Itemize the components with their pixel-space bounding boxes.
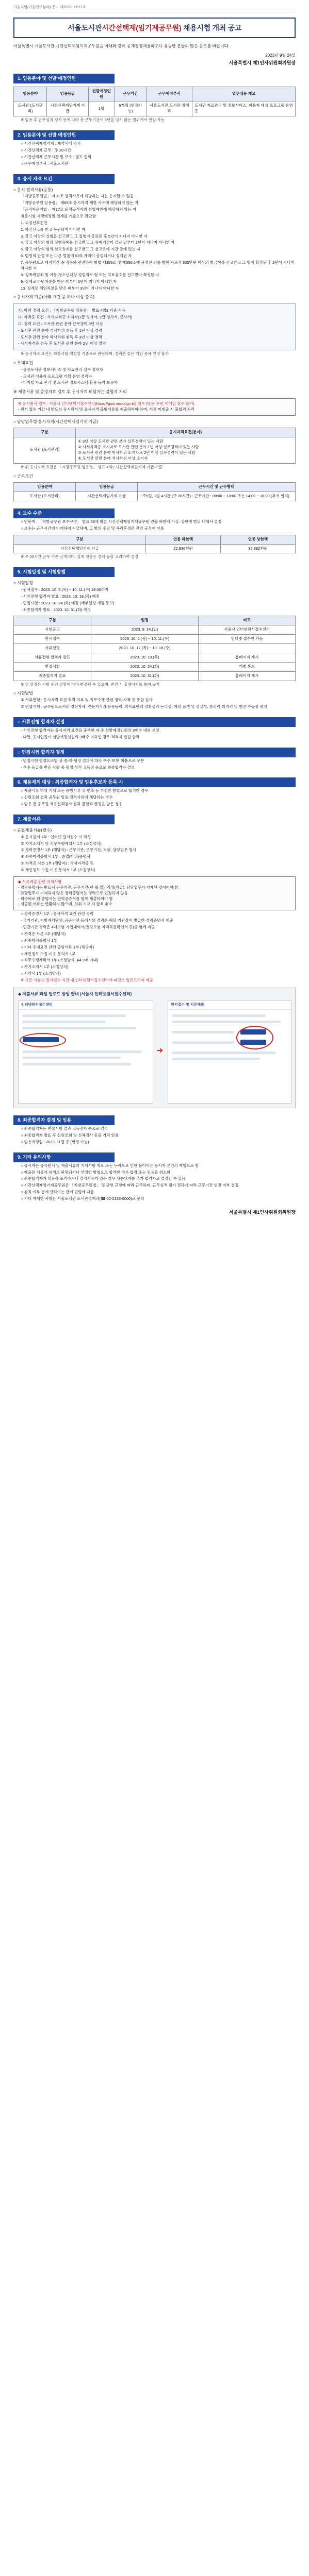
list-item: - 면접시험 평정요소별 상·중·하 평정 결과에 따라 우수·보통·미흡으로 구분 [21,758,144,763]
col-header: 구분 [14,428,76,437]
section-4-title: 4. 보수 수준 [13,509,115,518]
list-item: ② 자기소개서 및 직무수행계획서 1부 (소정양식) [21,841,102,846]
list-item: ○ 제출된 서류가 허위로 판명되거나 부정한 방법으로 합격한 경우 합격 또는 임용을 취소함 [21,1170,171,1175]
table-cell: 2023. 10. 12.(목) ~ 10. 18.(수) [91,644,199,653]
section-1-note: ※ 임용 후 근무실적 평가 등에 따라 총 근무기간이 5년을 넘지 않는 범위에서 연장 가능 [21,117,165,123]
notice-org: 서울특별시 제1인사위원회위원장 [229,60,296,65]
list-item: 나. 자격증 요건 : 사서자격증 소지자(1급 정사서, 2급 정사서, 준사서) [18,314,133,319]
col-header: 임용등급 [76,483,138,492]
notice-date: 2023년 9월 24일 [265,53,296,58]
table-cell [199,644,296,653]
list-item: 「지방공무원 임용령」 제65조 응시자격 제한 사유에 해당하지 않는 자 [21,200,139,206]
list-item: ○ 시간선택제 근무시간 및 보수 : 별도 협의 [21,154,92,159]
table-cell: 도서관 (도서관리) [14,437,76,464]
list-item: ○ 제출서류 허위 기재 또는 증빙서류 위·변조 등 부정한 방법으로 합격한 경우 [21,788,149,793]
table-cell: 인터넷 접수만 가능 [199,635,296,644]
col-header: 업무내용 개요 [192,87,296,101]
list-item: ○ 자기소개서 1부 (소정양식) [21,964,69,970]
list-item: ⑤ 자격증 사본 1부 (해당자) : 사서자격증 등 [21,861,94,866]
placeholder-line [23,1014,126,1017]
list-item: 9. 징계로 파면처분을 받은 때부터 5년이 지나지 아니한 자 [21,279,117,284]
section-6-title: 6. 채용제외 대상 : 최종합격자 및 임용후보자 등록 시 [13,777,296,787]
list-item: ○ 시간선택제임기제공무원은 「지방공무원법」 및 관련 규정에 따라 근무하며, 근무실적 평가 결과에 따라 근무기간 연장 여부 결정 [21,1183,239,1188]
notice-title [13,18,296,38]
table-cell: 서울도서관 도서관 정책과 [147,101,192,116]
list-item: ○ 응시자는 응시원서 및 제출서류의 기재사항 착오 또는 누락으로 인한 불이익은 응시자 본인의 책임으로 함 [21,1163,199,1168]
box-line: ※ 응시원서 접수 : 서울시 인터넷원서접수센터(https://gosi.seoul.go.kr) 접수 (방문·우편·이메일 접수 불가) [18,401,194,406]
list-item: 3. 금고 이상의 실형을 선고받고 그 집행이 종료된 후 5년이 지나지 아니한 자 [21,233,148,239]
list-item: ① 응시원서 1부 : 인터넷 원서접수 시 작성 [21,834,91,839]
placeholder-line [172,1021,281,1023]
col-header: 근무예정부서 [147,87,192,101]
document-screening-title: ○ 서류전형 합격자 결정 [13,717,296,727]
guide-pane-portal [18,1001,153,1104]
table-cell: - 주5일, 1일 4시간 (주 20시간) - 근무시간 : 09:00 ~ 13:00 또는 14:00 ~ 18:00 (부서 협의) [138,492,296,501]
list-item: ① 서류전형 : 응시자격 요건 적격 여부 및 직무수행 관련 경력·자격 등 종합 심사 [21,698,153,703]
subsection-heading: ○ 담당업무별 응시자격(시간선택제임기제 가급) [13,419,98,424]
list-item: ⑥ 개인정보 수집·이용 동의서 1부 (소정양식) [21,868,95,873]
qualification-box [13,303,296,350]
subsection-heading: ○ 시험방법 [13,691,33,696]
list-item: ○ 기타 자세한 사항은 서울도서관 도서관정책과(☎ 02-2133-0000)로 문의 [21,1196,144,1201]
subsection-heading: ※ 제출서류 및 증빙자료 검토 후 응시자격 미달자는 불합격 처리 [13,389,127,395]
box-line: - 원서 접수 기간 내 반드시 응시원서 및 응시자격 증빙서류를 제출하여야 하며, 서류 미제출 시 불합격 처리 [18,406,195,412]
highlight-circle [236,1026,273,1049]
list-item: - 도서관 관련 분야 석사학위 취득 후 1년 이상 경력 [18,328,103,333]
qualification-table-note: ※ 위 응시자격 요건은 「지방공무원 임용령」 별표 4의2 시간선택제임기제 가급 기준 [21,464,163,469]
col-header: 비고 [199,616,296,625]
list-item: ○ 시간선택제 근무 : 주 20시간 [21,148,71,153]
list-item: 1. 피성년후견인 [21,220,47,225]
list-item: ○ 서약서 1부 (소정양식) [21,971,61,976]
table-cell: 면접시험 [14,662,91,671]
list-item: ① 3년 이상 도서관 관련 분야 실무경력이 있는 사람 [78,439,164,444]
table-cell: 서류전형 [14,644,91,653]
list-item: ④ 최종학력증명서 1부 : 졸업(학위)증명서 [21,854,90,859]
col-header: 일정 [91,616,199,625]
list-item: ○ 경력증명서 1부 : 응시자격 요건 관련 경력 [21,911,94,917]
table-row [14,653,296,662]
upload-guide-title: ◆ 제출서류 파일 업로드 방법 안내 (서울시 인터넷원서접수센터) [18,991,132,996]
col-header: 연봉 상한액 [221,535,296,544]
intro-text: 서울특별시 서울도서관 시간선택제임기제공무원을 아래와 같이 공개경쟁채용하오니 유능한 분들의 많은 응모를 바랍니다. [13,44,230,49]
list-item: ○ 임용 전 공무원 채용신체검사 결과 불합격 판정을 받은 경우 [21,802,123,807]
qualification-table [13,428,296,463]
schedule-note: ※ 위 일정은 시험 운영 상황에 따라 변경될 수 있으며, 변경 시 홈페이지를 통해 공지 [21,682,160,687]
placeholder-line [23,1027,136,1029]
col-header: 구분 [14,616,91,625]
list-item: ④ 도서관 관련 분야 석사학위 이상 소지자 [78,455,148,461]
list-item: - 최종합격자 발표 : 2023. 10. 31.(화) 예정 [21,607,91,612]
notice-box [13,398,296,416]
section-3-title: 3. 응시 자격 요건 [13,174,115,184]
list-item: - 우수 등급을 받은 사람 중 평정 성적 고득점 순으로 최종합격자 결정 [21,765,135,770]
guide-pane-title: 원서접수 및 서류제출 [168,1001,291,1010]
subsection-heading: ○ 우대요건 [13,361,33,366]
placeholder-line [23,1063,131,1065]
upload-guide-image [13,988,296,1108]
list-item: 다. 경력 요건 : 도서관 관련 분야 근무경력 3년 이상 [18,321,103,326]
table-cell: 2023. 10. 24.(화) [91,662,199,671]
subsection-heading: ○ 근무조건 [13,473,33,479]
table-cell: 도서관 (도서관리) [14,492,76,501]
list-item: - 서류전형 합격자 발표 : 2023. 10. 19.(목) 예정 [21,594,100,599]
col-header: 구분 [14,535,146,544]
salary-table [13,535,296,554]
list-item: ○ 직무수행계획서 1부 (소정양식, A4 2매 이내) [21,958,99,963]
col-header: 선발예정인원 [88,87,115,101]
table-cell: 6개월 (연장가능) [115,101,147,116]
title-highlight: 시간선택제(임기제공무원) [102,24,182,32]
list-item: 가. 학력·경력 요건 : 「지방공무원 임용령」 별표 4의2 기준 적용 [18,308,126,313]
placeholder-line [23,1057,121,1059]
subsection-heading: ○ 시험일정 [13,581,33,586]
table-cell: 최종합격자 발표 [14,671,91,681]
table-cell: 시간선택제임기제 가급 [14,544,146,553]
list-item: - 도서관 이용자 프로그램 기획·운영 경력자 [21,374,92,379]
list-item: 「지방공무원법」 제31조 결격사유에 해당하는 자는 응시할 수 없음 [21,194,134,199]
placeholder-line [172,1031,234,1033]
table-cell: 도서관 (도서관리) [14,101,47,116]
list-item: - 민간기관 경력은 4대보험 가입내역서(건강보험 자격득실확인서 등)를 함께 제출 [21,925,155,930]
subsection-heading: ○ 응시 결격사유(공통) [13,187,53,192]
table-cell: 시간선택제임기제 가급 [47,101,88,116]
list-item: ○ 연봉액 : 「지방공무원 보수규정」 별표 33에 따른 시간선택제임기제공무원 연봉 하한액 이상, 상한액 범위 내에서 결정 [21,519,222,524]
list-item: - 서류전형 합격자는 응시자격 요건을 충족한 자 중 선발예정인원의 3배수 내외 선정 [21,727,159,733]
document-note: ※ 모든 서류는 원서접수 기간 내 인터넷원서접수센터에 파일로 업로드하여 제출 [21,978,153,983]
list-item: - 도서관 관련 분야 학사학위 취득 후 3년 이상 경력 [18,334,103,340]
box-line: - 외국어로 된 증명서는 번역공증서를 함께 제출하여야 함 [18,896,113,901]
work-condition-table [13,482,296,501]
table-cell: 개별 통보 [199,662,296,671]
table-cell: 홈페이지 게시 [199,653,296,662]
table-cell: 1명 [88,101,115,116]
arrow-right-icon: ➜ [156,1046,164,1055]
list-item: - 공공도서관 정보서비스 및 자료관리 실무 경력자 [21,367,103,372]
table-cell: 원서접수 [14,635,91,644]
list-item: ② 면접시험 : 공무원으로서의 정신자세, 전문지식과 응용능력, 의사표현의 정확성과 논리성, 예의·품행 및 성실성, 창의력·의지력 및 발전 가능성 평정 [21,704,267,709]
col-header: 근무시간 및 근무형태 [138,483,296,492]
highlight-circle [20,1033,66,1047]
table-row [14,671,296,681]
table-cell: 시간선택제임기제 가급 [76,492,138,501]
list-item: ③ 경력증명서 1부 (해당자) : 근무기관, 근무기간, 직위, 담당업무 명시 [21,848,137,853]
list-item: - 디지털 자료 관리 및 도서관 정보시스템 활용 능력 보유자 [21,380,118,385]
table-cell: 도서관 자료관리 및 정보서비스, 이용자 대상 프로그램 운영 등 [192,101,296,116]
section-2-title: 2. 임용분야 및 선발 예정인원 [13,130,115,140]
table-row [14,644,296,653]
list-item: 6. 법원의 판결 또는 다른 법률에 따라 자격이 상실되거나 정지된 자 [21,253,132,259]
document-notice-box [13,876,296,910]
placeholder-line [23,1050,141,1053]
table-row [14,544,296,553]
table-cell: 2023. 10. 5.(목) ~ 10. 11.(수) [91,635,199,644]
list-item: - 사서자격증 취득 후 도서관 관련 분야 2년 이상 경력 [18,341,106,346]
subsection-heading: ○ 응시자격 기준(아래 요건 중 하나 이상 충족) [13,295,95,300]
col-header: 응시자격요건(분야) [76,428,296,437]
list-item: ○ 최종합격자가 임용을 포기하거나 결격사유가 있는 경우 차순위자를 추가 합격자로 결정할 수 있음 [21,1176,186,1181]
list-item: ○ 신원조회 결과 공무원 임용 결격사유에 해당하는 경우 [21,795,113,800]
title-post: 채용시험 개최 공고 [181,24,241,32]
schedule-table [13,616,296,681]
placeholder-line [23,1021,105,1023]
guide-pane-upload [168,1001,291,1104]
list-item: ○ 기타 우대요건 관련 증빙서류 1부 (해당자) [21,944,94,950]
list-item: - 다만, 응시인원이 선발예정인원의 3배수 이하인 경우 적격자 전원 합격 [21,734,140,739]
table-cell: 32,882천원 [221,544,296,553]
salary-note: ※ 주 20시간 근무 기준 금액이며, 실제 연봉은 경력 등을 고려하여 결정 [21,554,138,560]
table-cell: 홈페이지 게시 [199,671,296,681]
placeholder-line [172,1014,265,1017]
list-item: ② 사서자격증 소지자로 도서관 관련 분야 1년 이상 실무경력이 있는 사람 [78,445,199,450]
interview-result-title: ○ 면접시험 합격자 결정 [13,748,296,757]
list-item: - 면접시험 : 2023. 10. 24.(화) 예정 (세부일정 개별 통보) [21,600,115,605]
placeholder-line [172,1041,234,1044]
table-cell [76,437,296,464]
qualification-note: ※ 응시자격 요건은 최종시험 예정일 기준으로 판단하며, 경력은 같은 기간 중복 인정 불가 [21,351,169,357]
list-item: - 국가기관, 지방자치단체, 공공기관 등에서의 경력은 해당 기관장이 발급한 경력증명서 제출 [21,918,173,923]
section-8-title: 8. 최종합격자 결정 및 임용 [13,1115,115,1125]
list-item: 8. 성폭력범죄 및 아동·청소년대상 성범죄로 형 또는 치료감호를 선고받아 확정된 자 [21,272,159,277]
list-item: 7. 공무원으로 재직기간 중 직무와 관련하여 형법 제355조 및 제356조에 규정된 죄를 범한 자로서 300만원 이상의 벌금형을 선고받고 그 형이 확정된 후 2년이 지나지 아니한 자 [21,260,295,270]
list-item: ○ 개인정보 수집·이용 동의서 1부 [21,951,76,956]
section-1-table [13,87,296,117]
table-row [14,437,296,464]
table-cell: 서류전형 합격자 발표 [14,653,91,662]
list-item: 10. 징계로 해임처분을 받은 때부터 3년이 지나지 아니한 자 [21,285,119,291]
placeholder-line [172,1052,275,1054]
box-line: - 경력증명서는 반드시 근무기관, 근무기간(년·월·일), 직위(직급), 담당업무가 기재된 것이어야 함 [18,885,178,890]
table-cell: 2023. 10. 19.(목) [91,653,199,662]
list-item: 5. 금고 이상의 형의 선고유예를 선고받고 그 선고유예 기간 중에 있는 자 [21,247,141,252]
table-row [14,662,296,671]
list-item: ○ 시간선택제임기제 : 계약서에 명시 [21,141,81,146]
placeholder-line [172,1058,260,1060]
list-item: 4. 금고 이상의 형의 집행유예를 선고받고 그 유예기간이 끝난 날부터 2년이 지나지 아니한 자 [21,240,175,245]
section-5-title: 5. 시험일정 및 시험방법 [13,567,115,577]
table-cell: 2023. 9. 24.(일) [91,625,199,635]
list-item: ○ 자격증 사본 1부 (해당자) [21,931,66,936]
list-item: ○ 최종합격자는 면접시험 결과 고득점자 순으로 결정 [21,1126,108,1131]
subsection-heading: ○ 공통제출서류(필수) [13,828,52,833]
col-header: 근무기간 [115,87,147,101]
box-line: - 제출된 서류는 반환하지 않으며, 허위 기재 시 합격 취소 [18,902,112,907]
table-row [14,492,296,501]
list-item: ○ 보수는 근무시간에 비례하여 지급하며, 그 밖의 수당 및 복리후생은 관련 규정에 따름 [21,526,164,531]
table-row [14,635,296,644]
table-row [14,101,296,116]
list-item: 2. 파산선고를 받고 복권되지 아니한 자 [21,227,86,232]
list-item: 「공직자윤리법」 제17조 퇴직공직자의 취업제한에 해당하지 않는 자 [21,207,137,212]
section-9-title: 9. 기타 유의사항 [13,1153,115,1162]
list-item: - 원서접수 : 2023. 10. 5.(목) ~ 10. 11.(수) 18:00까지 [21,587,109,592]
guide-pane-title: 인터넷원서접수센터 [19,1001,153,1010]
list-item: ○ 임용예정일 : 2023. 11월 중 (변경 가능) [21,1139,89,1144]
list-item: ○ 최종합격자 발표 후 신원조회 및 신체검사 등을 거쳐 임용 [21,1132,119,1138]
list-item: ○ 최종학력증명서 1부 [21,938,57,943]
section-1-title: 1. 임용분야 및 선발 예정인원 [13,74,115,83]
section-7-title: 7. 제출서류 [13,815,115,824]
box-title: ◆ 서류제출 관련 유의사항 [18,879,62,884]
notice-number: 기술직렬(기술연구분야) 공고 제2023 - 0671호 [13,5,296,12]
title-pre: 서울도시관 [68,24,102,32]
col-header: 임용분야 [14,483,76,492]
box-line: - 담당업무가 기재되지 않은 경력증명서는 경력으로 인정하지 않음 [18,890,128,895]
table-row [14,625,296,635]
table-cell: 2023. 10. 31.(화) [91,671,199,681]
col-header: 연봉 하한액 [146,535,221,544]
list-item: 최종시험 시행예정일 현재를 기준으로 판단함 [21,213,96,218]
table-cell: 시험공고 [14,625,91,635]
table-cell: 22,936천원 [146,544,221,553]
list-item: ○ 근무예정부서 : 서울도서관 [21,161,69,166]
col-header: 임용등급 [47,87,88,101]
list-item: ○ 겸직 여부 등에 관하여는 관계 법령에 따름 [21,1190,94,1195]
table-cell: 서울시 인터넷원서접수센터 [199,625,296,635]
footer-org: 서울특별시 제1인사위원회위원장 [229,1209,296,1215]
col-header: 임용분야 [14,87,47,101]
list-item: ③ 도서관 관련 분야 학사학위 소지자로 2년 이상 실무경력이 있는 사람 [78,450,196,455]
